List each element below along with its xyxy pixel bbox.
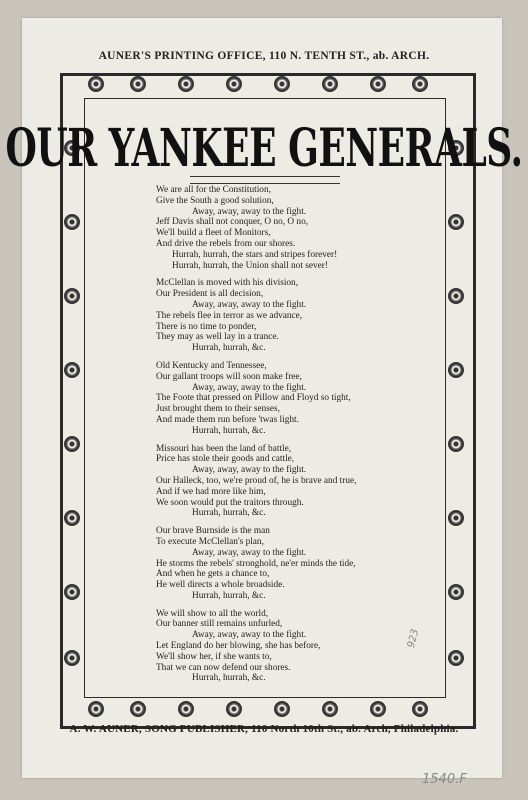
stanza — [156, 278, 456, 354]
verse-line: Hurrah, hurrah, &c. — [192, 425, 266, 436]
rosette-ornament — [64, 362, 80, 378]
verse-line: Our banner still remains unfurled, — [156, 619, 283, 630]
verse-line: Price has stole their goods and cattle, — [156, 454, 295, 465]
rosette-ornament — [226, 701, 242, 717]
rosette-ornament — [64, 288, 80, 304]
verse-line: We soon would put the traitors through. — [156, 497, 304, 508]
verse-line: They may as well lay in a trance. — [156, 332, 279, 343]
song-verses — [156, 185, 456, 691]
stanza — [156, 185, 456, 271]
verse-line: McClellan is moved with his division, — [156, 278, 299, 289]
verse-line: Hurrah, hurrah, &c. — [192, 508, 266, 519]
rosette-ornament — [412, 76, 428, 92]
verse-line: We are all for the Constitution, — [156, 185, 271, 195]
verse-line: We will show to all the world, — [156, 608, 269, 619]
verse-line: Our Halleck, too, we're proud of, he is brave and true, — [156, 475, 357, 486]
title-divider — [190, 176, 340, 184]
rosette-ornament — [130, 701, 146, 717]
verse-line: Give the South a good solution, — [156, 195, 274, 206]
stanza — [156, 444, 456, 520]
verse-line: And if we had more like him, — [156, 486, 266, 497]
verse-line: Hurrah, hurrah, the Union shall not sever! — [172, 260, 328, 271]
verse-line: That we can now defend our shores. — [156, 662, 291, 673]
verse-line: Our President is all decision, — [156, 289, 264, 300]
rosette-ornament — [226, 76, 242, 92]
rosette-ornament — [322, 76, 338, 92]
rosette-ornament — [178, 701, 194, 717]
verse-line: The rebels flee in terror as we advance, — [156, 310, 303, 321]
publisher-footer: A. W. AUNER, SONG PUBLISHER, 110 North 10th St., ab. Arch, Philadelphia. — [69, 723, 459, 735]
verse-line: We'll show her, if she wants to, — [156, 651, 272, 662]
verse-line: Away, away, away to the fight. — [192, 206, 307, 217]
verse-line: Away, away, away to the fight. — [192, 382, 307, 393]
pencil-note-bottom: 1540.F — [422, 772, 467, 787]
verse-line: Our brave Burnside is the man — [156, 526, 270, 537]
rosette-ornament — [64, 214, 80, 230]
verse-line: And when he gets a chance to, — [156, 569, 270, 580]
rosette-ornament — [88, 76, 104, 92]
rosette-ornament — [64, 510, 80, 526]
stanza — [156, 526, 456, 602]
rosette-ornament — [64, 584, 80, 600]
verse-line: Away, away, away to the fight. — [192, 630, 307, 641]
verse-line: The Foote that pressed on Pillow and Floyd so tight, — [156, 393, 351, 404]
rosette-ornament — [322, 701, 338, 717]
verse-line: He well directs a whole broadside. — [156, 580, 285, 591]
rosette-ornament — [88, 701, 104, 717]
pencil-note-side: 923 — [405, 627, 422, 650]
verse-line: Missouri has been the land of battle, — [156, 443, 292, 454]
rosette-ornament — [64, 650, 80, 666]
verse-line: Just brought them to their senses, — [156, 404, 280, 415]
stanza — [156, 361, 456, 437]
verse-line: There is no time to ponder, — [156, 321, 257, 332]
verse-line: Jeff Davis shall not conquer, O no, O no, — [156, 217, 309, 228]
printer-header: AUNER'S PRINTING OFFICE, 110 N. TENTH ST., ab. ARCH. — [98, 50, 430, 62]
verse-line: Hurrah, hurrah, &c. — [192, 590, 266, 601]
rosette-ornament — [412, 701, 428, 717]
rosette-ornament — [130, 76, 146, 92]
verse-line: Hurrah, hurrah, &c. — [192, 673, 266, 684]
rosette-ornament — [274, 701, 290, 717]
page-title: OUR YANKEE GENERALS. — [5, 118, 523, 179]
verse-line: Our gallant troops will soon make free, — [156, 371, 302, 382]
verse-line: Hurrah, hurrah, the stars and stripes forever! — [172, 249, 338, 260]
verse-line: And made them run before 'twas light. — [156, 414, 299, 425]
verse-line: He storms the rebels' stronghold, ne'er minds the tide, — [156, 558, 356, 569]
verse-line: Away, away, away to the fight. — [192, 465, 307, 476]
verse-line: Away, away, away to the fight. — [192, 299, 307, 310]
verse-line: Hurrah, hurrah, &c. — [192, 343, 266, 354]
rosette-ornament — [274, 76, 290, 92]
verse-line: Old Kentucky and Tennessee, — [156, 360, 267, 371]
verse-line: To execute McClellan's plan, — [156, 536, 264, 547]
rosette-ornament — [178, 76, 194, 92]
verse-line: Let England do her blowing, she has before, — [156, 641, 321, 652]
rosette-ornament — [64, 436, 80, 452]
verse-line: We'll build a fleet of Monitors, — [156, 228, 271, 239]
verse-line: Away, away, away to the fight. — [192, 547, 307, 558]
verse-line: And drive the rebels from our shores. — [156, 238, 296, 249]
rosette-ornament — [370, 701, 386, 717]
rosette-ornament — [370, 76, 386, 92]
